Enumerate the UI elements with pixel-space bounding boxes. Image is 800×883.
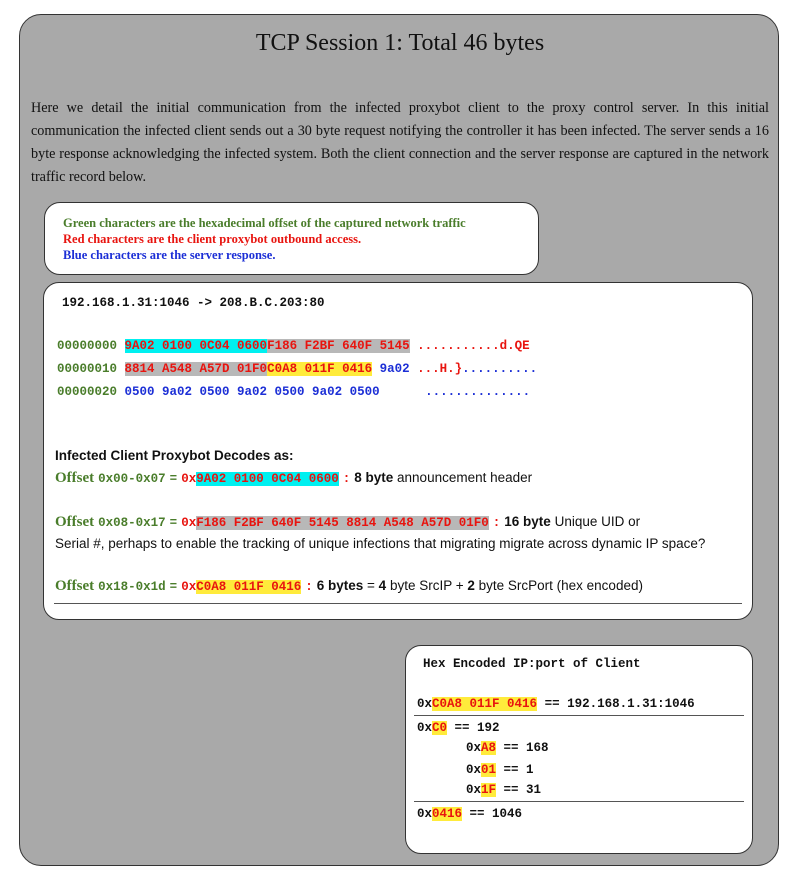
decoded-value: == 31 bbox=[503, 783, 542, 797]
ascii-red: ...........d.QE bbox=[417, 339, 530, 353]
hex-value: 01 bbox=[481, 763, 497, 777]
hex-row bbox=[57, 362, 537, 376]
offset-range: 0x18-0x1d bbox=[98, 580, 166, 594]
ascii-red: ...H.} bbox=[417, 362, 463, 376]
hex-gray: F186 F2BF 640F 5145 bbox=[267, 339, 410, 353]
row-offset: 00000000 bbox=[57, 339, 118, 353]
hex-prefix: 0x bbox=[417, 697, 433, 711]
ascii-blue: .......... bbox=[462, 362, 538, 376]
description-port: byte SrcPort (hex encoded) bbox=[474, 578, 643, 593]
decoded-value: == 1046 bbox=[469, 807, 523, 821]
port-line bbox=[417, 807, 522, 821]
decoded-value: == 1 bbox=[503, 763, 534, 777]
hex-prefix: 0x bbox=[417, 807, 433, 821]
capture-header: 192.168.1.31:1046 -> 208.B.C.203:80 bbox=[62, 296, 325, 310]
ascii-blue: .............. bbox=[425, 385, 531, 399]
page-title: TCP Session 1: Total 46 bytes bbox=[255, 30, 545, 56]
colon: : bbox=[305, 580, 313, 594]
hex-value: 0416 bbox=[432, 807, 463, 821]
hex-yellow: C0A8 011F 0416 bbox=[267, 362, 373, 376]
equals-word: = bbox=[363, 578, 379, 593]
description: announcement header bbox=[393, 470, 533, 485]
decoded-value: == 168 bbox=[503, 741, 549, 755]
colon: : bbox=[342, 472, 351, 486]
offset-word: Offset bbox=[55, 578, 95, 594]
capture-panel bbox=[43, 282, 753, 620]
hex-blue: 0500 9a02 0500 9a02 0500 9a02 0500 bbox=[124, 385, 380, 399]
hex-value: F186 F2BF 640F 5145 8814 A548 A57D 01F0 bbox=[196, 516, 489, 530]
hex-row bbox=[57, 385, 530, 399]
equals-sign: = bbox=[169, 580, 178, 594]
intro-paragraph: Here we detail the initial communication from the infected proxybot client to the proxy control server. In this initial communication the infected client sends out a 30 byte request notifying the controller it has been infected. The server sends a 16 byte response acknowledging the infected system. Both the client connection and the server response are captured in the network traffic record below. bbox=[31, 100, 769, 185]
byte-count: 16 byte bbox=[504, 514, 551, 529]
description: Unique UID or bbox=[550, 514, 641, 529]
legend-red: Red characters are the client proxybot outbound access. bbox=[63, 232, 362, 246]
byte-count: 6 bytes bbox=[316, 578, 364, 593]
hex-prefix: 0x bbox=[466, 763, 482, 777]
decode-heading: Infected Client Proxybot Decodes as: bbox=[55, 448, 294, 463]
offset-range: 0x08-0x17 bbox=[98, 516, 166, 530]
decode-item bbox=[55, 513, 640, 531]
hex-value: A8 bbox=[481, 741, 497, 755]
color-legend bbox=[44, 202, 539, 275]
legend-blue: Blue characters are the server response. bbox=[63, 248, 276, 262]
hex-ip-panel bbox=[405, 645, 753, 854]
row-offset: 00000010 bbox=[57, 362, 118, 376]
byte-count-ip: 4 bbox=[378, 578, 387, 593]
hex-prefix: 0x bbox=[466, 783, 482, 797]
hex-prefix: 0x bbox=[181, 516, 197, 530]
hex-blue: 9a02 bbox=[379, 362, 410, 376]
hex-panel-title: Hex Encoded IP:port of Client bbox=[423, 657, 641, 671]
divider bbox=[414, 715, 744, 716]
offset-range: 0x00-0x07 bbox=[98, 472, 166, 486]
hex-value: C0 bbox=[432, 721, 448, 735]
hex-cyan: 9A02 0100 0C04 0600 bbox=[124, 339, 268, 353]
equals-sign: = bbox=[169, 516, 178, 530]
offset-word: Offset bbox=[55, 470, 95, 486]
hex-gray: 8814 A548 A57D 01F0 bbox=[124, 362, 268, 376]
octet-line bbox=[466, 783, 541, 797]
byte-count: 8 byte bbox=[354, 470, 394, 485]
divider bbox=[54, 603, 742, 604]
offset-word: Offset bbox=[55, 514, 95, 530]
description-continued: Serial #, perhaps to enable the tracking of unique infections that migrating migrate across dynamic IP space? bbox=[55, 536, 706, 551]
hex-value: 9A02 0100 0C04 0600 bbox=[196, 472, 339, 486]
decode-item bbox=[55, 469, 532, 487]
decoded-value: == 192 bbox=[454, 721, 500, 735]
hex-prefix: 0x bbox=[181, 580, 197, 594]
decode-item bbox=[55, 577, 643, 595]
octet-line bbox=[417, 721, 500, 735]
legend-green: Green characters are the hexadecimal offset of the captured network traffic bbox=[63, 216, 466, 230]
hex-prefix: 0x bbox=[466, 741, 482, 755]
hex-value: C0A8 011F 0416 bbox=[432, 697, 538, 711]
description-ip: byte SrcIP + bbox=[386, 578, 468, 593]
full-hex-line bbox=[417, 697, 695, 711]
byte-count-port: 2 bbox=[467, 578, 475, 593]
divider bbox=[414, 801, 744, 802]
colon: : bbox=[492, 516, 501, 530]
hex-prefix: 0x bbox=[181, 472, 197, 486]
row-offset: 00000020 bbox=[57, 385, 118, 399]
octet-line bbox=[466, 763, 534, 777]
hex-prefix: 0x bbox=[417, 721, 433, 735]
decoded-value: == 192.168.1.31:1046 bbox=[544, 697, 695, 711]
hex-row bbox=[57, 339, 530, 353]
equals-sign: = bbox=[169, 472, 178, 486]
hex-value: 1F bbox=[481, 783, 497, 797]
octet-line bbox=[466, 741, 549, 755]
hex-value: C0A8 011F 0416 bbox=[196, 580, 302, 594]
